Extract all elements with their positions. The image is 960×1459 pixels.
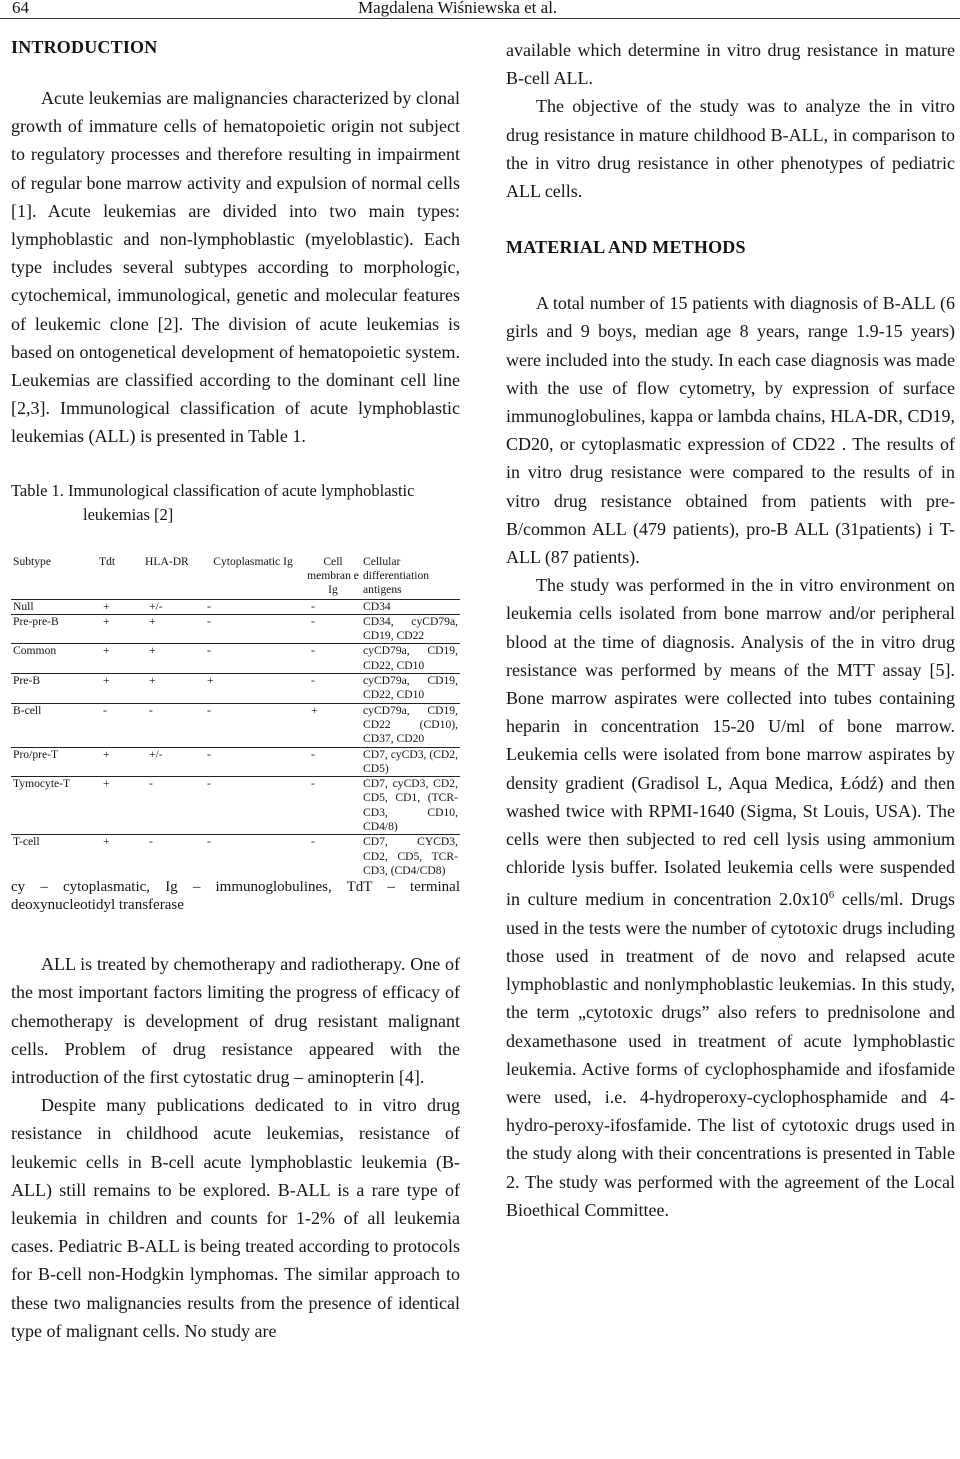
table-row [11,747,460,777]
table-cell-marker: - [143,835,201,878]
table-cell-marker: + [143,674,201,704]
b-all-paragraph: Despite many publications dedicated to in vitro drug resistance in childhood acute leukemias, resistance of leukemic cells in B-cell acute lymphoblastic leukemia (B-ALL) still remains to be explored. B-ALL is a rare type of leukemia in children and counts for 1-2% of all leukemia cases. Pediatric B-ALL is being treated according to protocols for B-cell non-Hodgkin lymphomas. The similar approach to these two malignancies results from the presence of identical type of malignant cells. No study are [11,1095,460,1341]
table-row [11,777,460,835]
table-cell-marker: + [143,644,201,674]
table-cell-marker: - [201,747,305,777]
table-cell-marker: - [201,644,305,674]
table-cell-marker: - [305,644,361,674]
table-row [11,599,460,614]
table-cell-antigens: CD7, CYCD3, CD2, CD5, TCR-CD3, (CD4/CD8) [363,835,458,877]
assay-text-b: cells/ml. Drugs used in the tests were the number of cytotoxic drugs including those used in treatment of de novo and relapsed acute lymphoblastic and nonlymphoblastic leukemias. In this study, the term „cytotoxic drugs” also refers to prednisolone and dexamethasone used in treatment of acute lymphoblastic leukemia. Active forms of cyclophosphamide and ifosfamide were used, i.e. 4-hydroperoxy-cyclophosphamide and 4-hydro-peroxy-ifosfamide. The list of cytotoxic drugs used in the study along with their concentrations is presented in Table 2. The study was performed with the agreement of the Local Bioethical Committee. [506,889,955,1220]
table-cell-marker: - [305,599,361,614]
table-cell-marker: - [305,614,361,644]
table-cell-marker: - [201,614,305,644]
table-cell-antigens: CD34 [361,599,460,614]
table-header-row [11,555,460,599]
table-cell-antigens: CD7, cyCD3, CD2, CD5, CD1, (TCR-CD3, CD10, CD4/8) [363,777,458,833]
exponent: 6 [828,889,835,902]
table-cell-marker: + [97,614,143,644]
table-cell-antigens: cyCD79a, CD19, CD22 (CD10), CD37, CD20 [363,703,458,746]
table-caption [11,479,460,527]
table-row-subtype: Pro/pre-T [11,747,97,777]
table-row-subtype: B-cell [11,703,97,747]
table-cell-marker: - [201,703,305,747]
table-caption-line2: leukemias [2] [83,504,174,524]
table-cell-marker: - [305,747,361,777]
table-cell-marker: - [201,777,305,835]
running-head: Magdalena Wiśniewska et al. [358,0,558,17]
table-row [11,644,460,674]
table-cell-marker: +/- [143,599,201,614]
methods-heading: MATERIAL AND METHODS [506,237,746,258]
page-number: 64 [12,0,29,17]
classification-table [11,555,460,879]
table-row [11,835,460,878]
table-cell-marker: + [97,644,143,674]
objective-paragraph: The objective of the study was to analyze the in vitro drug resistance in mature childhood B-ALL, in comparison to the in vitro drug resistance in other phenotypes of pediatric ALL cells. [506,96,955,202]
table-cell-marker: + [97,747,143,777]
table-cell-marker: - [201,599,305,614]
table-cell-marker: - [201,835,305,878]
table-row-subtype: Common [11,644,97,674]
table-cell-antigens: CD34, cyCD79a, CD19, CD22 [363,614,458,643]
left-column [11,30,460,1345]
assay-paragraph [506,571,955,1224]
table-body [11,555,460,879]
table-cell-marker: + [97,674,143,704]
table-cell-marker: - [97,703,143,747]
table-header-cell: Cellular differentiation antigens [363,554,430,597]
table-footnote: cy – cytoplasmatic, Ig – immunoglobulines, TdT – terminal deoxynucleotidyl transferase [11,879,460,914]
table-row-subtype: Tymocyte-T [11,777,97,835]
table-row-subtype: Pre-pre-B [11,614,97,644]
table-cell-marker: + [143,614,201,644]
page-header [0,0,960,17]
table-cell-antigens: CD7, cyCD3, (CD2, CD5) [363,747,459,775]
table-row [11,674,460,704]
table-row-subtype: Pre-B [11,674,97,704]
header-rule [0,18,960,19]
table-header-cell: Tdt [99,554,116,568]
table-cell-marker: + [97,835,143,878]
table-cell-marker: +/- [143,747,201,777]
table-cell-marker: + [97,599,143,614]
table-cell-marker: - [305,777,361,835]
continued-paragraph: available which determine in vitro drug resistance in mature B-cell ALL. [506,40,955,89]
right-column [506,30,955,1224]
assay-text-a: The study was performed in the in vitro environment on leukemia cells isolated from bone marrow and/or peripheral blood at the time of diagnosis. Analysis of the in vitro drug resistance was performed by means of the MTT assay [5]. Bone marrow aspirates were collected into tubes containing heparin in concentration 15-20 U/ml of bone marrow. Leukemia cells were isolated from bone marrow aspirates by density gradient (Gradisol L, Aqua Medica, Łódź) and then washed twice with RPMI-1640 (Sigma, St Louis, USA). The cells were then subjected to red cell lysis using ammonium chloride lysis buffer. Isolated leukemia cells were suspended in culture medium in concentration 2.0x10 [506,575,955,910]
table-header-cell: Subtype [13,554,52,568]
treatment-paragraph: ALL is treated by chemotherapy and radiotherapy. One of the most important factors limiting the progress of efficacy of chemotherapy is development of drug resistant malignant cells. Problem of drug resistance appeared with the introduction of the first cytostatic drug – aminopterin [4]. [11,954,460,1087]
table-cell-marker: + [305,703,361,747]
table-row-subtype: T-cell [11,835,97,878]
table-header-cell: HLA-DR [145,554,189,568]
table-row [11,614,460,644]
intro-paragraph: Acute leukemias are malignancies characterized by clonal growth of immature cells of hematopoietic origin not subject to regulatory processes and therefore resulting in impairment of regular bone marrow activity and expulsion of normal cells [1]. Acute leukemias are divided into two main types: lymphoblastic and non-lymphoblastic (myeloblastic). Each type includes several subtypes according to morphologic, cytochemical, immunological, genetic and molecular features of leukemic clone [2]. The division of acute leukemias is based on ontogenetical development of hematopoietic system. Leukemias are classified according to the dominant cell line [2,3]. Immunological classification of acute lymphoblastic leukemias (ALL) is presented in Table 1. [11,88,460,447]
table-row-subtype: Null [11,599,97,614]
table-cell-marker: - [143,703,201,747]
table-row [11,703,460,747]
table-header-cell: Cytoplasmatic Ig [213,554,293,568]
introduction-heading: INTRODUCTION [11,37,158,57]
table-cell-marker: + [97,777,143,835]
table-cell-marker: - [305,674,361,704]
table-cell-marker: - [305,835,361,878]
table-cell-antigens: cyCD79a, CD19, CD22, CD10 [363,674,458,702]
table-cell-marker: - [143,777,201,835]
patients-paragraph: A total number of 15 patients with diagnosis of B-ALL (6 girls and 9 boys, median age 8 years, range 1.9-15 years) were included into the study. In each case diagnosis was made with the use of flow cytometry, by expression of surface immunoglobulines, kappa or lambda chains, HLA-DR, CD19, CD20, or cytoplasmatic expression of CD22 . The results of in vitro drug resistance were compared to the results of in vitro drug resistance obtained from patients with pre-B/common ALL (479 patients), pro-B ALL (31patients) i T-ALL (87 patients). [506,293,955,568]
table-cell-marker: + [201,674,305,704]
table-cell-antigens: cyCD79a, CD19, CD22, CD10 [363,644,458,672]
table-caption-line1: Table 1. Immunological classification of acute lymphoblastic [11,480,415,500]
table-header-cell: Cell membran e Ig [307,554,359,597]
